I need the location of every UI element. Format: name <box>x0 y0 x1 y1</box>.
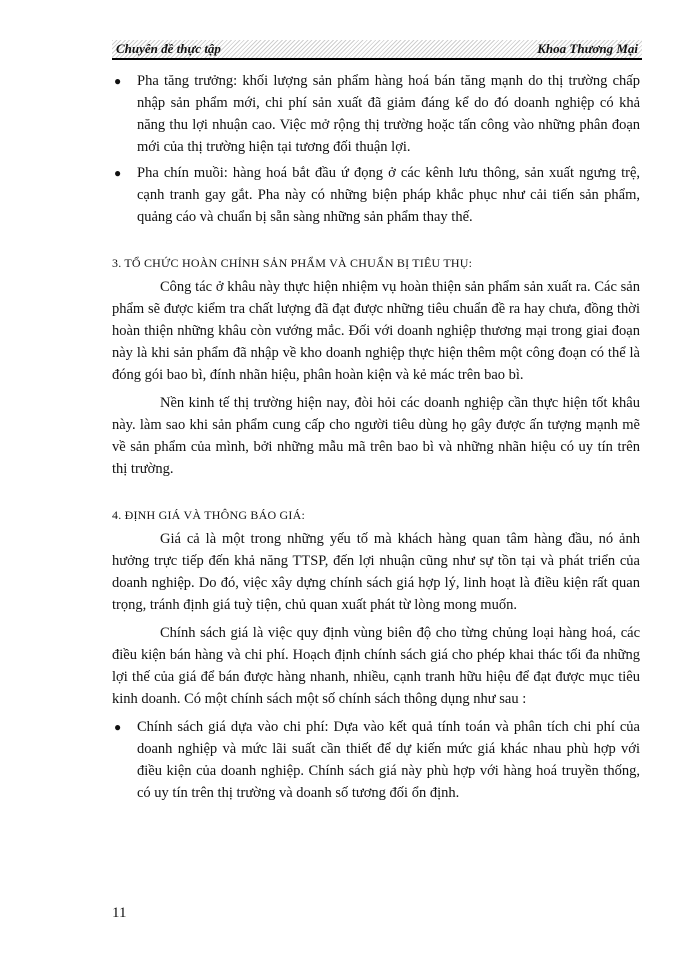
header-left-text: Chuyên đề thực tập <box>116 41 221 56</box>
bullet-icon: ● <box>114 74 122 88</box>
section-heading: 3. TỔ CHỨC HOÀN CHỈNH SẢN PHẨM VÀ CHUẨN BỊ TIÊU THỤ: <box>112 256 473 270</box>
paragraph: Nền kinh tế thị trường hiện nay, đòi hỏi các doanh nghiệp cần thực hiện tốt khâu này. làm sao khi sản phẩm cung cấp cho người tiêu dùng họ gây được ấn tượng mạnh mẽ về sản phẩm của mình, bởi những mẫu mã trên bao bì và những nhãn hiệu có uy tín trên thị trường. <box>112 395 640 477</box>
bullet-text: Pha tăng trưởng: khối lượng sản phẩm hàng hoá bán tăng mạnh do thị trường chấp nhập sản phẩm mới, chi phí sản xuất đã giảm đáng kể do đó doanh nghiệp có khả năng thu lợi nhuận cao. Việc mở rộng thị trường hoặc tấn công vào những phân đoạn mới của thị trường hiện tại tương đối thuận lợi. <box>137 73 640 155</box>
header-right-text: Khoa Thương Mại <box>537 41 638 56</box>
bullet-icon: ● <box>114 720 122 734</box>
paragraph: Giá cả là một trong những yếu tố mà khách hàng quan tâm hàng đầu, nó ảnh hưởng trực tiếp đến khả năng TTSP, đến lợi nhuận cũng như sự tồn tại và phát triển của doanh nghiệp. Do đó, việc xây dựng chính sách giá hợp lý, linh hoạt là điều kiện rất quan trọng, tránh định giá tuỳ tiện, chủ quan xuất phát từ lòng mong muốn. <box>112 531 640 613</box>
paragraph: Công tác ở khâu này thực hiện nhiệm vụ hoàn thiện sản phẩm sản xuất ra. Các sản phẩm sẽ được kiểm tra chất lượng đã đạt được những tiêu chuẩn đề ra hay chưa, đồng thời hoàn thiện những khâu còn vướng mắc. Đối với doanh nghiệp thương mại trong giai đoạn này là khi sản phẩm đã nhập về kho doanh nghiệp thực hiện thêm một công đoạn có thể là đóng gói bao bì, đính nhãn hiệu, phân hoàn kiện và kẻ mác trên bao bì. <box>112 279 640 383</box>
bullet-item <box>112 162 640 228</box>
bullet-item <box>112 70 640 158</box>
section-heading: 4. ĐỊNH GIÁ VÀ THÔNG BÁO GIÁ: <box>112 508 306 522</box>
bullet-text: Chính sách giá dựa vào chi phí: Dựa vào kết quả tính toán và phân tích chi phí của doanh nghiệp và mức lãi suất cần thiết để dự kiến mức giá khác nhau phù hợp với điều kiện của doanh nghiệp. Chính sách giá này phù hợp với hàng hoá truyền thống, có uy tín trên thị trường và doanh số tương đối ổn định. <box>137 719 640 801</box>
bullet-text: Pha chín muồi: hàng hoá bắt đầu ứ đọng ở các kênh lưu thông, sản xuất ngưng trệ, cạnh tranh gay gắt. Pha này có những biện pháp khắc phục như cải tiến sản phẩm, quảng cáo và chuẩn bị sẵn sàng những sản phẩm thay thế. <box>137 165 640 225</box>
bullet-item <box>112 716 640 804</box>
paragraph: Chính sách giá là việc quy định vùng biên độ cho từng chủng loại hàng hoá, các điều kiện bán hàng và chi phí. Hoạch định chính sách giá cho phép khai thác tối đa những lợi thế của giá để bán được hàng nhanh, nhiều, cạnh tranh hữu hiệu để đạt được mục tiêu kinh doanh. Có một chính sách một số chính sách thông dụng như sau : <box>112 625 640 707</box>
page-header <box>112 40 642 60</box>
document-body <box>112 70 640 808</box>
page-number: 11 <box>112 905 127 921</box>
bullet-icon: ● <box>114 166 122 180</box>
